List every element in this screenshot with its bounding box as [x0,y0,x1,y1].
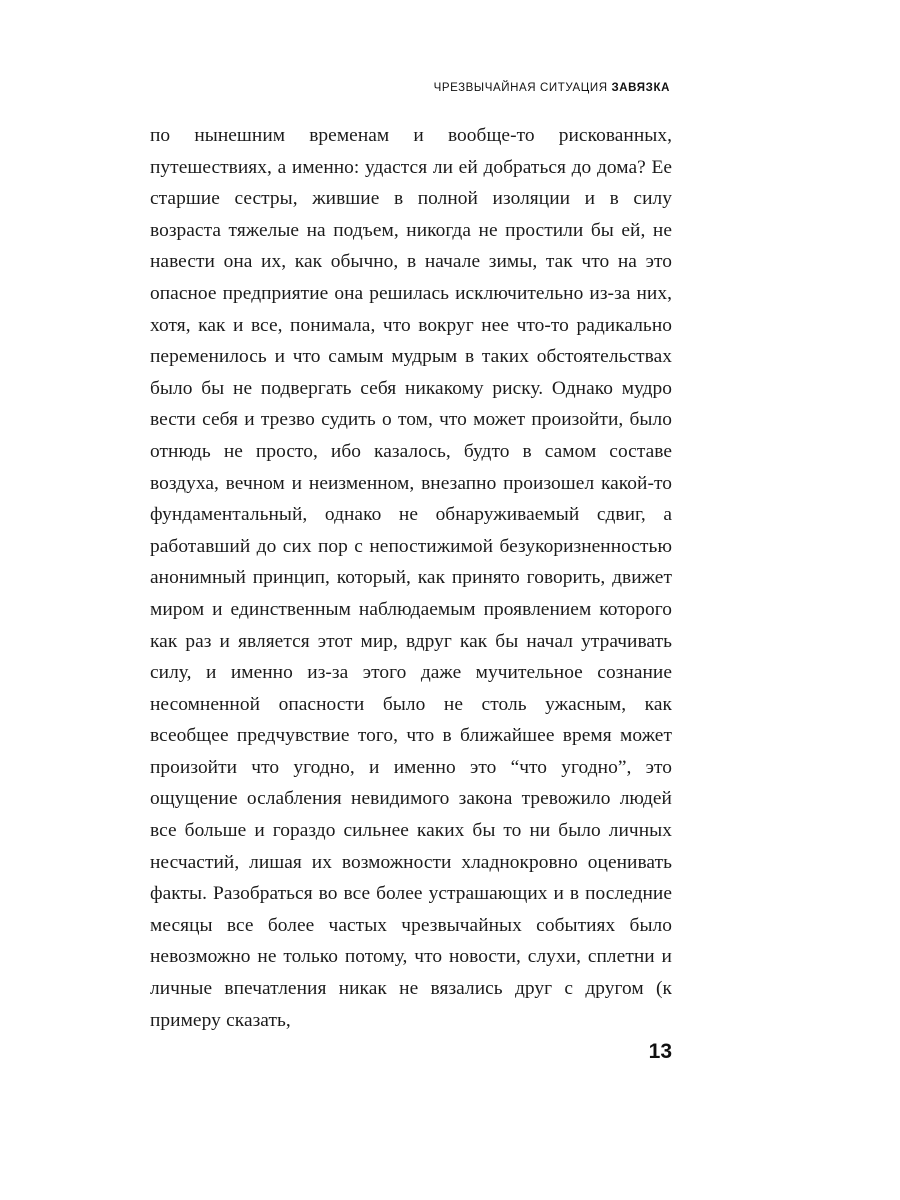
running-head-chapter: ЗАВЯЗКА [611,82,670,94]
page-number: 13 [648,1040,672,1063]
body-paragraph: по нынешним временам и вообще-то рискованных, путешествиях, а именно: удастся ли ей добраться до дома? Ее старшие сестры, жившие в полной изоляции и в силу возраста тяжелые на подъем, никогда не простили бы ей, не навести она их, как обычно, в начале зимы, так что на это опасное предприятие она решилась исключительно из-за них, хотя, как и все, понимала, что вокруг нее что-то радикально переменилось и что самым мудрым в таких обстоятельствах было бы не подвергать себя никакому риску. Однако мудро вести себя и трезво судить о том, что может произойти, было отнюдь не просто, ибо казалось, будто в самом составе воздуха, вечном и неизменном, внезапно произошел какой-то фундаментальный, однако не обнаруживаемый сдвиг, а работавший до сих пор с непостижимой безукоризненностью анонимный принцип, который, как принято говорить, движет миром и единственным наблюдаемым проявлением которого как раз и является этот мир, вдруг как бы начал утрачивать силу, и именно из-за этого даже мучительное сознание несомненной опасности было не столь ужасным, как всеобщее предчувствие того, что в ближайшее время может произойти что угодно, и именно это “что угодно”, это ощущение ослабления невидимого закона тревожило людей все больше и гораздо сильнее каких бы то ни было личных несчастий, лишая их возможности хладнокровно оценивать факты. Разобраться во все более устрашающих и в последние месяцы все более частых чрезвычайных событиях было невозможно не только потому, что новости, слухи, сплетни и личные впечатления никак не вязались друг с другом (к примеру сказать, [150,125,672,1031]
body-text-block [150,120,672,1036]
running-head [150,82,670,94]
running-head-section: ЧРЕЗВЫЧАЙНАЯ СИТУАЦИЯ [433,82,612,94]
